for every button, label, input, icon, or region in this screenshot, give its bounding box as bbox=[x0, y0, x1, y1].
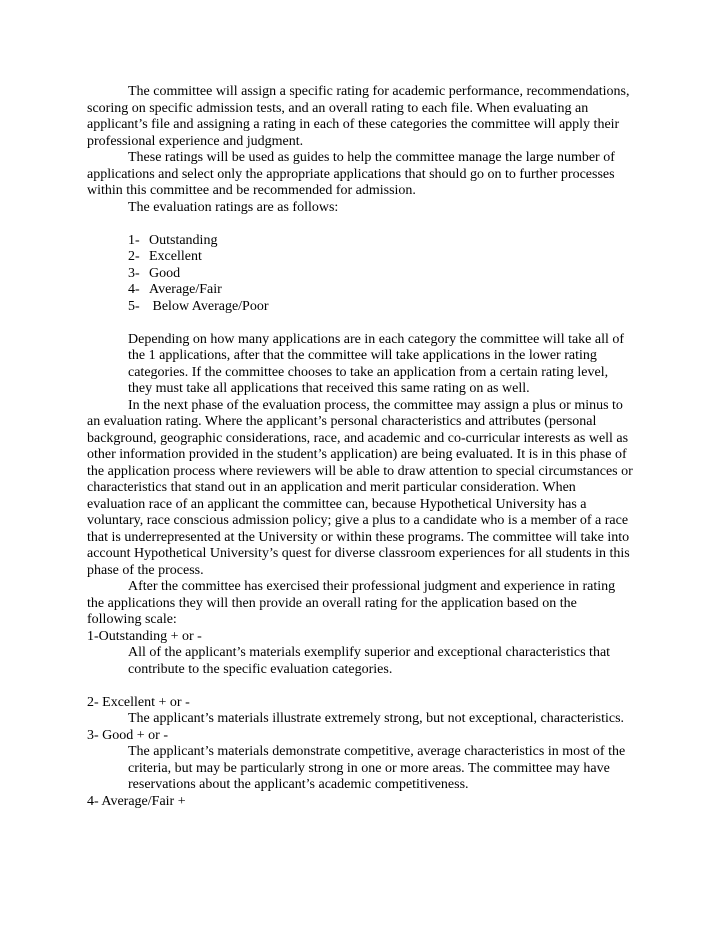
scale-desc-line: reservations about the applicant’s academic competitiveness. bbox=[128, 777, 469, 792]
rating-label: Average/Fair bbox=[149, 282, 222, 297]
intro-p2-line: within this committee and be recommended for admission. bbox=[87, 183, 416, 198]
rating-label: Excellent bbox=[149, 249, 202, 264]
intro-p1-line: The committee will assign a specific rating for academic performance, recommendations, bbox=[128, 84, 630, 99]
next-phase-line: that is underrepresented at the University or within these programs. The committee will take into bbox=[87, 529, 630, 545]
after-line: After the committee has exercised their professional judgment and experience in rating bbox=[128, 579, 616, 594]
scale-desc-line: The applicant’s materials demonstrate competitive, average characteristics in most of the bbox=[128, 744, 626, 759]
scale-desc-line: contribute to the specific evaluation categories. bbox=[128, 661, 393, 677]
depending-block bbox=[87, 332, 647, 398]
next-phase-line: background, geographic considerations, race, and academic and co-curricular interests as well as bbox=[87, 430, 629, 446]
scale-heading: 4- Average/Fair + bbox=[87, 793, 186, 809]
rating-list-item bbox=[87, 266, 647, 283]
intro-p1-line: professional experience and judgment. bbox=[87, 133, 304, 149]
depending-line: they must take all applications that received this same rating on as well. bbox=[128, 381, 530, 396]
next-phase-line: the application process where reviewers will be able to draw attention to special circumstances or bbox=[87, 463, 633, 479]
after-line: the applications they will then provide an overall rating for the application based on the bbox=[87, 595, 577, 611]
after-line: following scale: bbox=[87, 612, 177, 627]
spacer bbox=[87, 678, 647, 695]
next-phase-line: voluntary, race conscious admission policy; give a plus to a candidate who is a member of a race bbox=[87, 513, 629, 528]
rating-label: Outstanding bbox=[149, 232, 218, 248]
rating-number: 2- bbox=[128, 249, 140, 264]
scale-desc-line: criteria, but may be particularly strong in one or more areas. The committee may have bbox=[128, 760, 610, 776]
rating-list-item bbox=[87, 299, 647, 316]
spacer bbox=[87, 216, 647, 233]
intro-p1-line: applicant’s file and assigning a rating in each of these categories the committee will apply their bbox=[87, 117, 620, 132]
scale-heading: 3- Good + or - bbox=[87, 727, 168, 743]
rating-label: Good bbox=[149, 265, 181, 281]
scale-desc-line: All of the applicant’s materials exemplify superior and exceptional characteristics that bbox=[128, 645, 611, 660]
rating-number: 3- bbox=[128, 265, 140, 281]
rating-number: 1- bbox=[128, 232, 140, 248]
rating-list-item bbox=[87, 249, 647, 266]
intro-p3-line: The evaluation ratings are as follows: bbox=[128, 199, 339, 215]
scale-heading: 1-Outstanding + or - bbox=[87, 628, 202, 644]
depending-line: categories. If the committee chooses to take an application from a certain rating level, bbox=[128, 364, 609, 380]
scale-heading: 2- Excellent + or - bbox=[87, 694, 190, 710]
scale-desc-line: The applicant’s materials illustrate extremely strong, but not exceptional, characteristics. bbox=[128, 711, 625, 726]
rating-list-item bbox=[87, 282, 647, 299]
intro-p2-line: These ratings will be used as guides to help the committee manage the large number of bbox=[128, 150, 615, 165]
document-page bbox=[87, 84, 647, 810]
next-phase-line: account Hypothetical University’s quest for diverse classroom experiences for all students in this bbox=[87, 546, 630, 561]
depending-line: the 1 applications, after that the committee will take applications in the lower rating bbox=[128, 348, 597, 363]
spacer bbox=[87, 315, 647, 332]
next-phase-line: phase of the process. bbox=[87, 562, 204, 578]
next-phase-line: characteristics that stand out in an application and merit particular consideration. When bbox=[87, 480, 576, 495]
next-phase-line: other information provided in the student’s application) are being evaluated. It is in this phase of bbox=[87, 447, 627, 462]
scale-description bbox=[87, 711, 647, 728]
intro-p2-line: applications and select only the appropriate applications that should go on to further processes bbox=[87, 166, 615, 182]
rating-number: 4- bbox=[128, 282, 140, 297]
depending-line: Depending on how many applications are in each category the committee will take all of bbox=[128, 331, 625, 347]
next-phase-line: an evaluation rating. Where the applicant’s personal characteristics and attributes (personal bbox=[87, 414, 597, 429]
rating-number: 5- bbox=[128, 298, 140, 314]
next-phase-line: evaluation race of an applicant the committee can, because Hypothetical University has a bbox=[87, 496, 587, 512]
scale-description bbox=[87, 744, 647, 794]
next-phase-line: In the next phase of the evaluation process, the committee may assign a plus or minus to bbox=[128, 397, 623, 413]
scale-description bbox=[87, 645, 647, 678]
intro-p1-line: scoring on specific admission tests, and an overall rating to each file. When evaluating an bbox=[87, 100, 589, 116]
rating-label: Below Average/Poor bbox=[149, 298, 269, 314]
rating-list-item bbox=[87, 233, 647, 250]
